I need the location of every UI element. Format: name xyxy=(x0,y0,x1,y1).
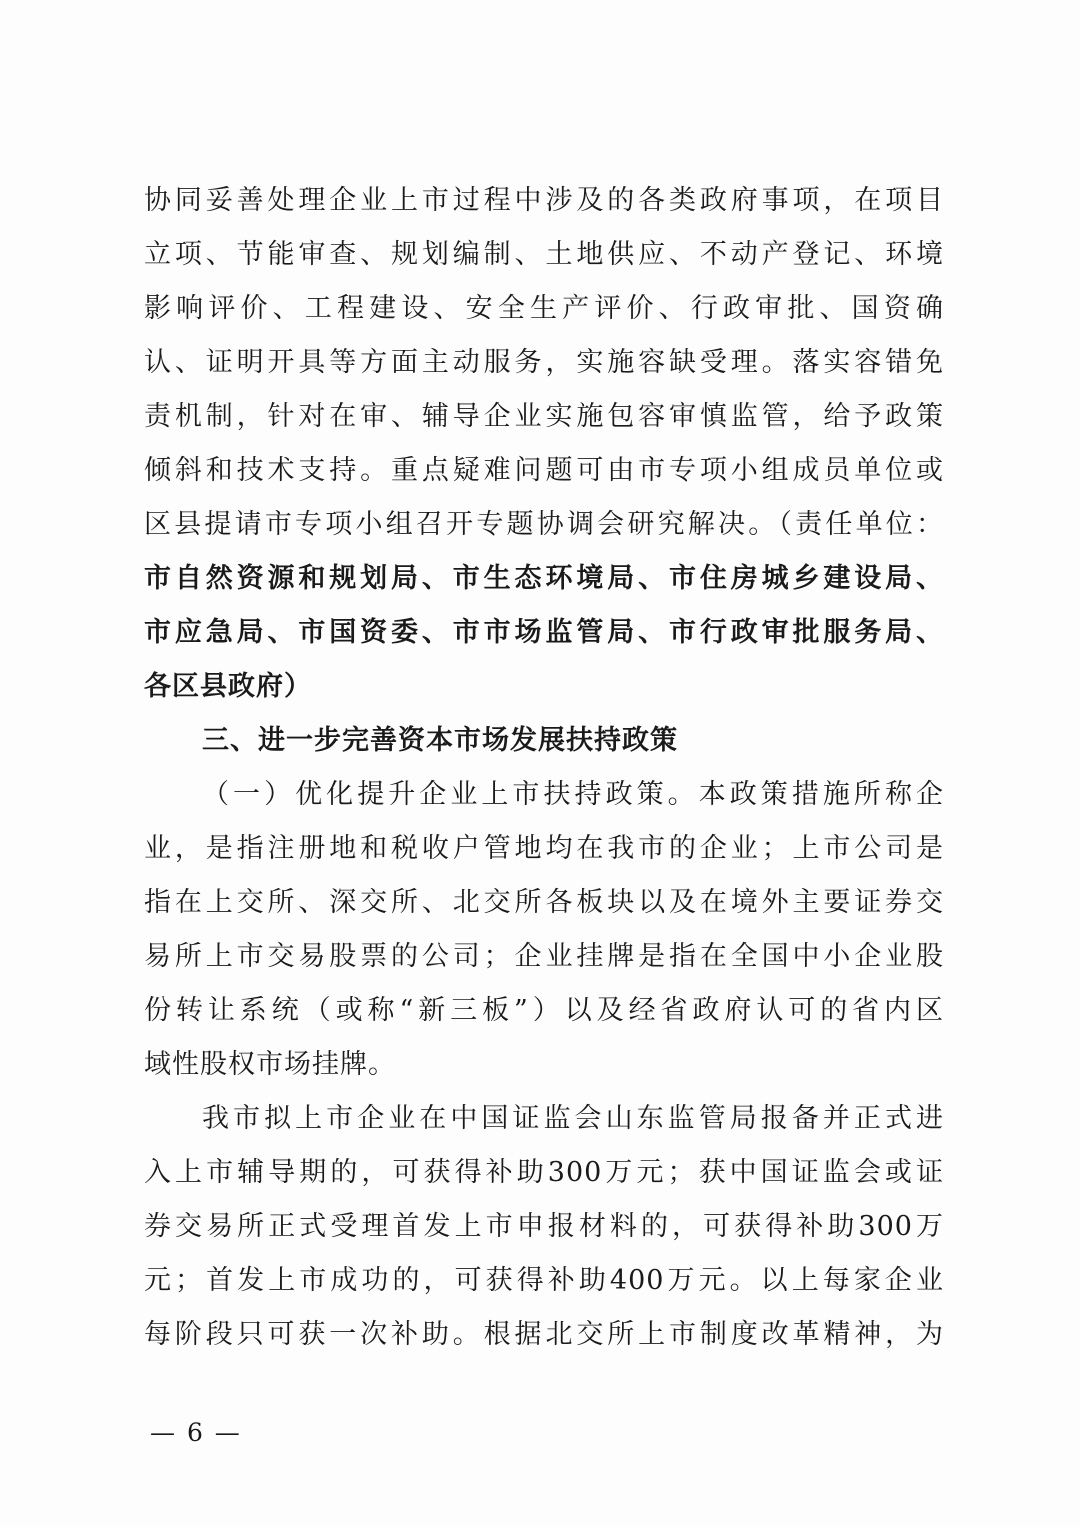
text-line: 责机制，针对在审、辅导企业实施包容审慎监管，给予政策 xyxy=(144,401,944,432)
responsible-units-line: 各区县政府） xyxy=(144,671,312,702)
text-line: 立项、节能审查、规划编制、土地供应、不动产登记、环境 xyxy=(144,239,944,270)
text-line: 份转让系统（或称“新三板”）以及经省政府认可的省内区 xyxy=(144,995,944,1026)
paragraph-first-line: （一）优化提升企业上市扶持政策。本政策措施所称企 xyxy=(202,779,944,810)
responsible-units-line: 市自然资源和规划局、市生态环境局、市住房城乡建设局、 xyxy=(144,563,944,594)
paragraph-first-line: 我市拟上市企业在中国证监会山东监管局报备并正式进 xyxy=(202,1103,944,1134)
text-line: 入上市辅导期的，可获得补助300万元；获中国证监会或证 xyxy=(144,1157,944,1188)
text-line: 业，是指注册地和税收户管地均在我市的企业；上市公司是 xyxy=(144,833,944,864)
text-line: 区县提请市专项小组召开专题协调会研究解决。（责任单位： xyxy=(144,509,944,540)
body-text xyxy=(144,174,944,1362)
text-line: 券交易所正式受理首发上市申报材料的，可获得补助300万 xyxy=(144,1211,944,1242)
text-line: 元；首发上市成功的，可获得补助400万元。以上每家企业 xyxy=(144,1265,944,1296)
page-number: — 6 — xyxy=(150,1418,242,1447)
text-line: 域性股权市场挂牌。 xyxy=(144,1049,396,1080)
text-line: 指在上交所、深交所、北交所各板块以及在境外主要证券交 xyxy=(144,887,944,918)
text-line: 认、证明开具等方面主动服务，实施容缺受理。落实容错免 xyxy=(144,347,944,378)
text-line: 影响评价、工程建设、安全生产评价、行政审批、国资确 xyxy=(144,293,944,324)
section-heading: 三、进一步完善资本市场发展扶持政策 xyxy=(202,725,678,756)
responsible-units-line: 市应急局、市国资委、市市场监管局、市行政审批服务局、 xyxy=(144,617,944,648)
text-line: 倾斜和技术支持。重点疑难问题可由市专项小组成员单位或 xyxy=(144,455,944,486)
text-line: 协同妥善处理企业上市过程中涉及的各类政府事项，在项目 xyxy=(144,185,944,216)
text-line: 易所上市交易股票的公司；企业挂牌是指在全国中小企业股 xyxy=(144,941,944,972)
text-line: 每阶段只可获一次补助。根据北交所上市制度改革精神，为 xyxy=(144,1319,944,1350)
